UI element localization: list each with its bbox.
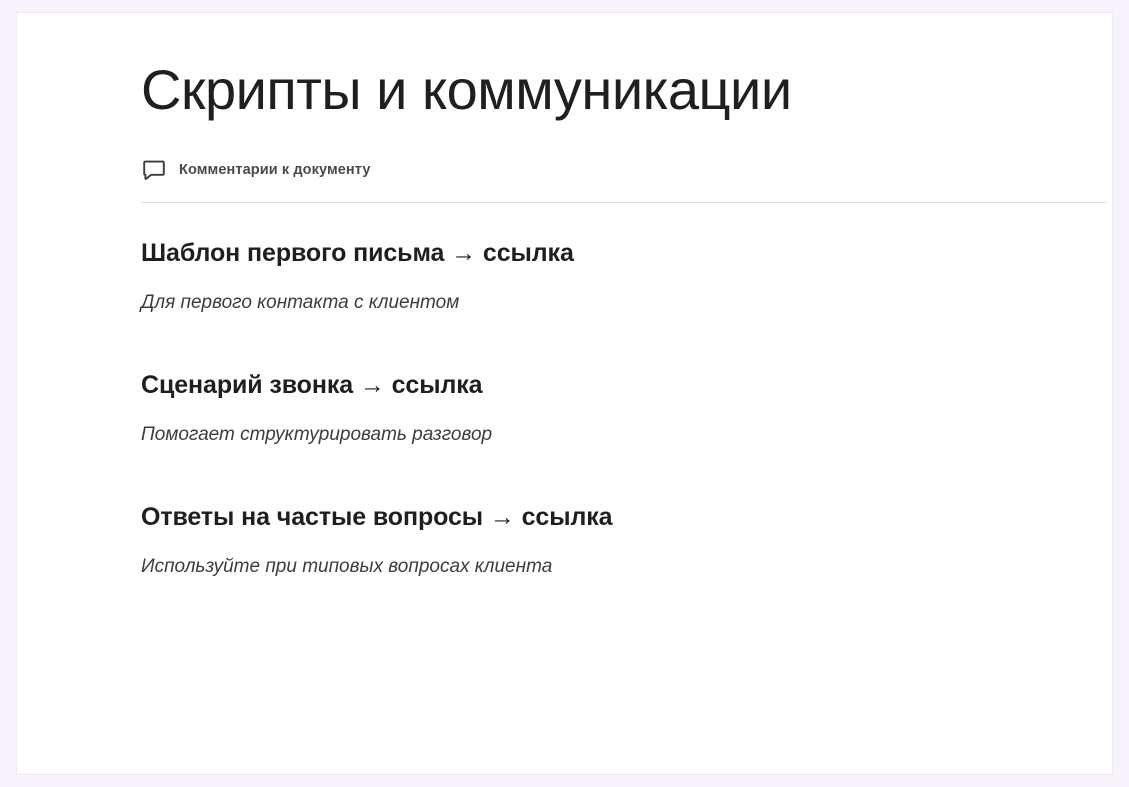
entry-description: Используйте при типовых вопросах клиента [141, 556, 553, 578]
entry-description: Для первого контакта с клиентом [141, 292, 460, 314]
document-comments-row[interactable] [141, 157, 1112, 183]
page-title: Скрипты и коммуникации [141, 58, 792, 121]
entry-list [141, 239, 1112, 578]
list-item [141, 371, 1112, 446]
document-sheet [17, 13, 1112, 774]
header-divider [141, 202, 1106, 203]
document-content [17, 13, 1112, 578]
list-item [141, 239, 1112, 314]
list-item [141, 503, 1112, 578]
entry-title[interactable]: Шаблон первого письма → ссылка [141, 239, 574, 268]
comment-bubble-icon [141, 157, 167, 183]
entry-description: Помогает структурировать разговор [141, 424, 493, 446]
document-comments-label: Комментарии к документу [179, 162, 371, 179]
entry-title[interactable]: Ответы на частые вопросы → ссылка [141, 503, 613, 532]
entry-title[interactable]: Сценарий звонка → ссылка [141, 371, 483, 400]
